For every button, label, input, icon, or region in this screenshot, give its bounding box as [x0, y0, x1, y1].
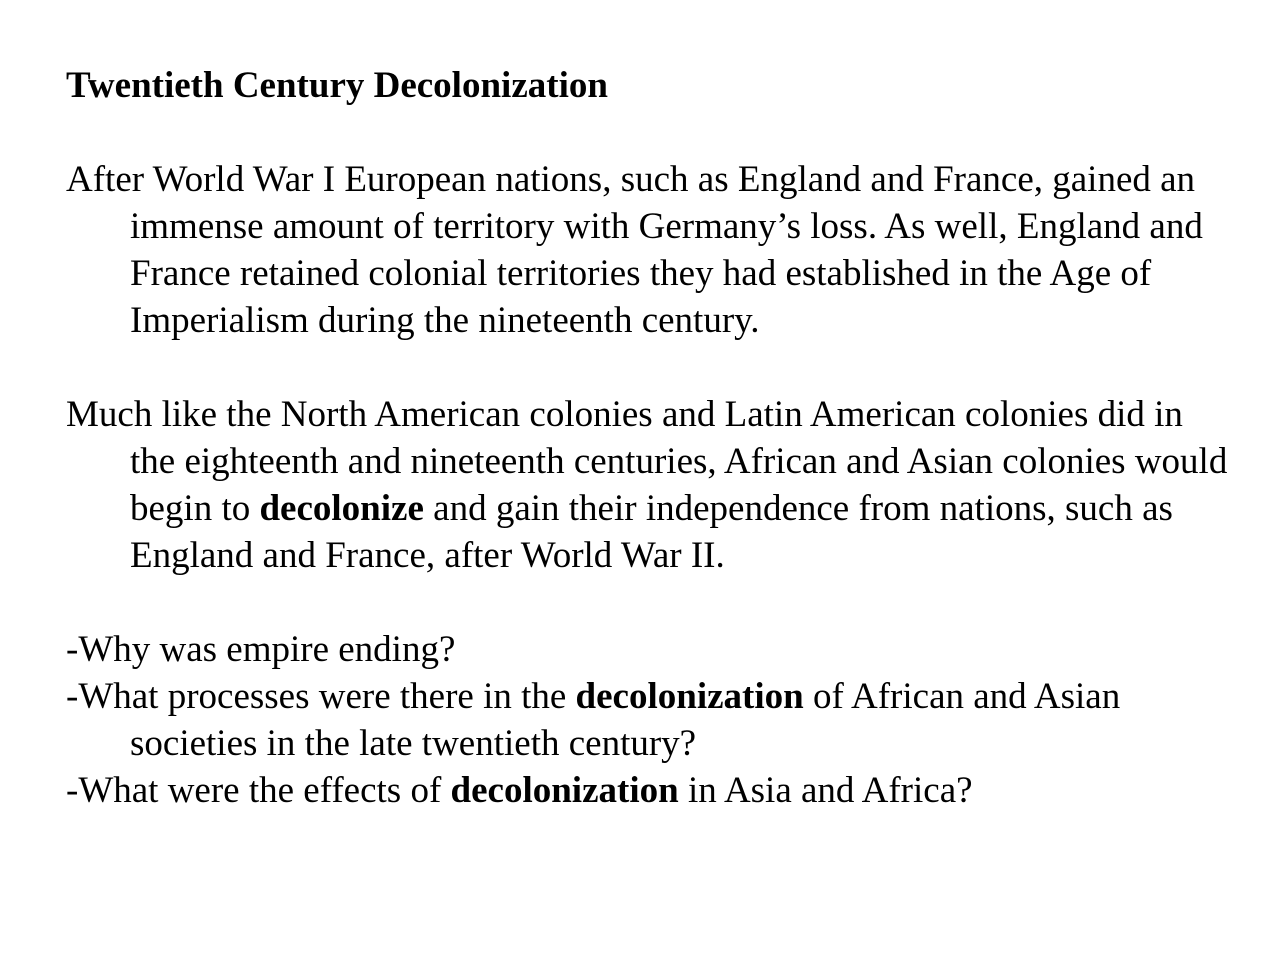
question-effects-text-2: in Asia and Africa?: [678, 770, 973, 811]
question-effects: [66, 767, 1236, 814]
question-processes-text-1: -What processes were there in the: [66, 676, 576, 717]
paragraph-decolonization-text-2: and gain their independence from nations, such as England and France, after World War II.: [130, 488, 1173, 576]
question-empire-ending: -Why was empire ending?: [66, 629, 456, 670]
paragraph-decolonization: [66, 391, 1236, 579]
keyword-decolonization: decolonization: [575, 676, 804, 717]
paragraph-post-wwi-territories: After World War I European nations, such as England and France, gained an immense amount of territory with Germany’s loss. As well, England and France retained colonial territories they had established in the Age of Imperialism during the nineteenth century.: [66, 159, 1203, 341]
paragraph-decolonization-text-1: Much like the North American colonies and Latin American colonies did in the eighteenth and nineteenth centuries, African and Asian colonies would begin to: [66, 394, 1228, 529]
keyword-decolonize: decolonize: [259, 488, 424, 529]
slide-title: Twentieth Century Decolonization: [66, 65, 608, 106]
keyword-decolonization: decolonization: [450, 770, 679, 811]
question-processes: [66, 673, 1236, 767]
slide-content: [66, 62, 1236, 814]
question-effects-text-1: -What were the effects of: [66, 770, 451, 811]
question-processes-text-2: of African and Asian societies in the late twentieth century?: [130, 676, 1121, 764]
